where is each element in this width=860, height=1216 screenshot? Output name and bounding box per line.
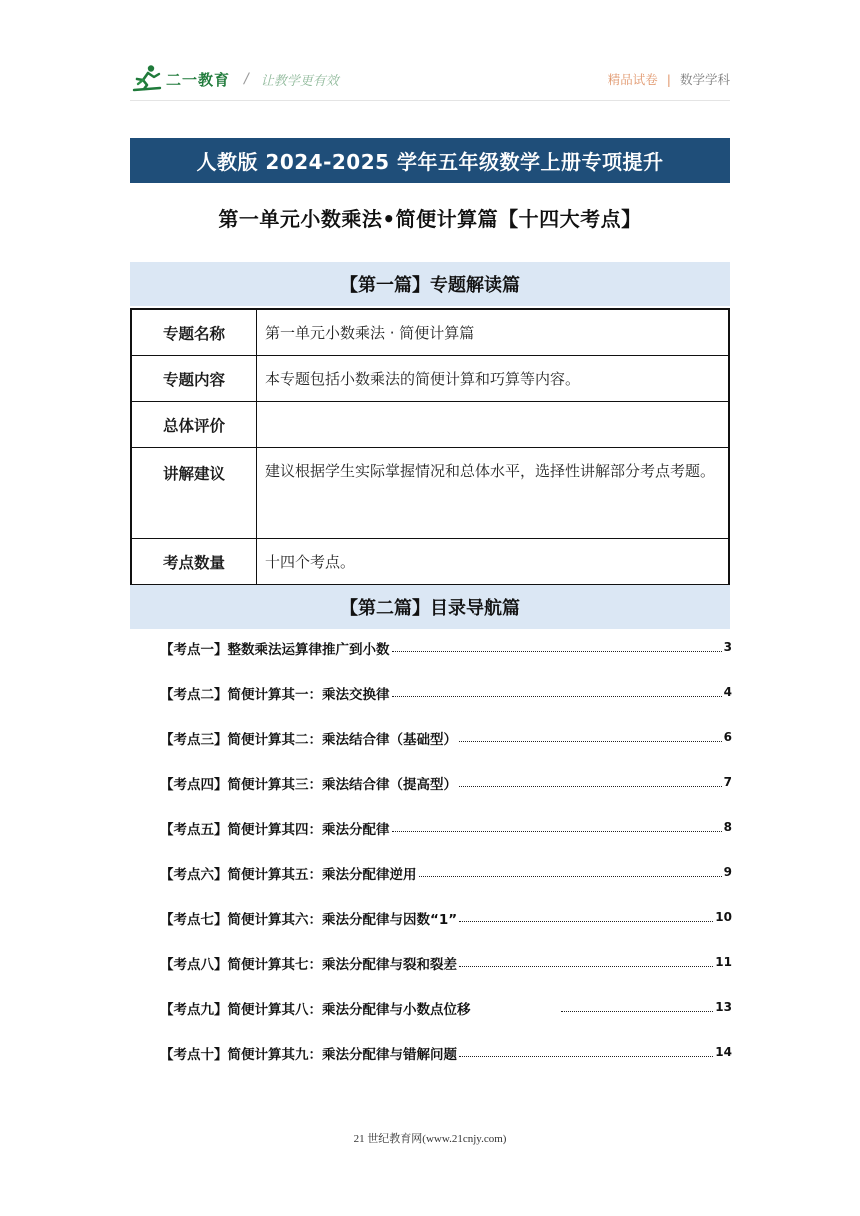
row-label-point-count: 考点数量 — [131, 539, 257, 586]
toc-entry-page: 11 — [715, 955, 732, 969]
toc-entry[interactable] — [160, 863, 732, 908]
topic-info-table — [130, 308, 730, 586]
toc-entry-title: 【考点三】简便计算其二：乘法结合律（基础型） — [160, 728, 457, 748]
table-row — [131, 356, 729, 402]
toc-entry-page: 7 — [723, 775, 732, 789]
section-heading-text: 【第一篇】专题解读篇 — [340, 275, 520, 296]
table-of-contents — [160, 638, 732, 1088]
toc-entry[interactable] — [160, 1043, 732, 1088]
document-subtitle: 第一单元小数乘法•简便计算篇【十四大考点】 — [218, 207, 642, 231]
toc-leader-dots — [459, 728, 722, 742]
row-value-point-count: 十四个考点。 — [257, 539, 730, 586]
header-tags — [608, 70, 730, 88]
toc-entry-page: 9 — [723, 865, 732, 879]
toc-entry[interactable] — [160, 998, 732, 1043]
row-label-topic-name: 专题名称 — [131, 309, 257, 356]
header-divider — [130, 100, 730, 101]
brand-logo — [130, 62, 339, 96]
toc-entry-page: 3 — [723, 640, 732, 654]
section-heading-navigation — [130, 585, 730, 629]
toc-entry-page: 6 — [723, 730, 732, 744]
tag-subject: 数学学科 — [679, 72, 730, 87]
section-heading-text: 【第二篇】目录导航篇 — [340, 598, 520, 619]
toc-entry-title: 【考点九】简便计算其八：乘法分配律与小数点位移 — [160, 998, 471, 1018]
tag-premium: 精品试卷 — [607, 72, 658, 87]
toc-entry-title: 【考点十】简便计算其九：乘法分配律与错解问题 — [160, 1043, 457, 1063]
row-value-teaching-advice: 建议根据学生实际掌握情况和总体水平，选择性讲解部分考点考题。 — [257, 448, 730, 539]
toc-leader-dots — [459, 773, 722, 787]
toc-entry-page: 13 — [715, 1000, 732, 1014]
page-footer: 21 世纪教育网(www.21cnjy.com) — [353, 1133, 507, 1145]
toc-leader-dots — [561, 998, 714, 1012]
toc-entry[interactable] — [160, 683, 732, 728]
brand-separator: / — [244, 71, 249, 87]
toc-entry-page: 14 — [715, 1045, 732, 1059]
tag-divider: | — [666, 71, 671, 87]
brand-name: 二一教育 — [166, 70, 231, 89]
table-row — [131, 539, 729, 586]
toc-entry-title: 【考点四】简便计算其三：乘法结合律（提高型） — [160, 773, 457, 793]
row-label-overall-evaluation: 总体评价 — [131, 402, 257, 448]
row-label-teaching-advice: 讲解建议 — [131, 448, 257, 539]
table-row — [131, 309, 729, 356]
toc-leader-dots — [392, 818, 722, 832]
page-header — [130, 62, 730, 96]
toc-entry-title: 【考点一】整数乘法运算律推广到小数 — [160, 638, 390, 658]
toc-entry[interactable] — [160, 818, 732, 863]
row-value-topic-name: 第一单元小数乘法 · 简便计算篇 — [257, 309, 730, 356]
toc-entry-title: 【考点五】简便计算其四：乘法分配律 — [160, 818, 390, 838]
toc-entry-page: 4 — [723, 685, 732, 699]
toc-entry-title: 【考点二】简便计算其一：乘法交换律 — [160, 683, 390, 703]
toc-entry[interactable] — [160, 908, 732, 953]
toc-entry-title: 【考点六】简便计算其五：乘法分配律逆用 — [160, 863, 417, 883]
toc-entry[interactable] — [160, 728, 732, 773]
toc-entry[interactable] — [160, 773, 732, 818]
table-row — [131, 402, 729, 448]
row-value-overall-evaluation — [257, 402, 730, 448]
running-figure-icon — [130, 64, 164, 94]
section-heading-interpretation — [130, 262, 730, 306]
toc-leader-dots — [419, 863, 722, 877]
document-title: 人教版 2024-2025 学年五年级数学上册专项提升 — [196, 150, 664, 174]
row-value-topic-content: 本专题包括小数乘法的简便计算和巧算等内容。 — [257, 356, 730, 402]
toc-leader-dots — [459, 953, 713, 967]
table-row — [131, 448, 729, 539]
toc-entry[interactable] — [160, 638, 732, 683]
document-title-banner — [130, 138, 730, 183]
toc-leader-dots — [459, 1043, 713, 1057]
row-label-topic-content: 专题内容 — [131, 356, 257, 402]
toc-entry-title: 【考点八】简便计算其七：乘法分配律与裂和裂差 — [160, 953, 457, 973]
toc-entry[interactable] — [160, 953, 732, 998]
brand-slogan: 让教学更有效 — [260, 73, 339, 89]
toc-entry-page: 10 — [715, 910, 732, 924]
toc-entry-page: 8 — [723, 820, 732, 834]
toc-entry-title: 【考点七】简便计算其六：乘法分配律与因数“1” — [160, 908, 457, 928]
toc-leader-dots — [392, 683, 722, 697]
toc-leader-dots — [459, 908, 713, 922]
toc-leader-dots — [392, 638, 722, 652]
